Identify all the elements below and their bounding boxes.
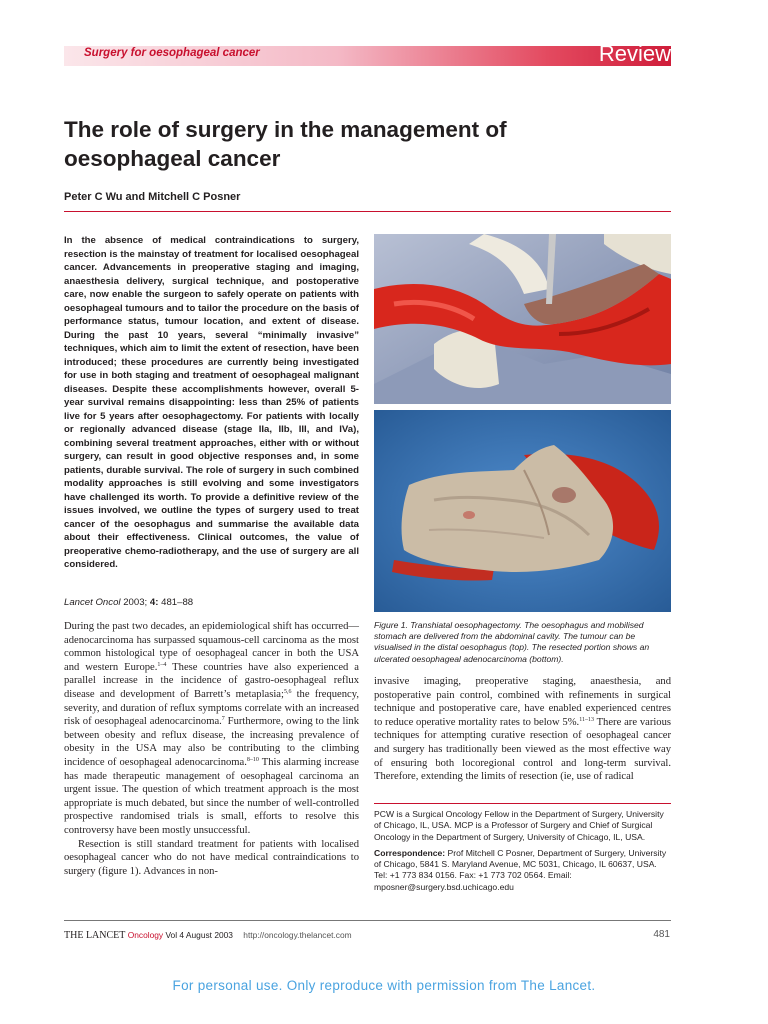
title-divider: [64, 211, 671, 212]
reference-marker: 7: [221, 716, 225, 723]
citation-volume: 4:: [149, 597, 159, 608]
permission-notice: For personal use. Only reproduce with permission from The Lancet.: [172, 978, 596, 993]
affiliation-text: PCW is a Surgical Oncology Fellow in the Department of Surgery, University of Chicago, IL, USA. MCP is a Professor of Surgery and Chief of Surgical Oncology in the Department of Surgery, University of Chicago, IL, USA.: [374, 809, 664, 842]
footer-url[interactable]: http://oncology.thelancet.com: [243, 930, 352, 940]
article-type-label: Review: [598, 41, 671, 66]
body-left-column: [64, 620, 359, 878]
body-text: the frequency, severity, and duration of reflux symptoms correlate with an increased risk of oesophageal adenocarcinoma.: [64, 688, 359, 728]
citation-year: 2003;: [123, 597, 148, 608]
page-number: 481: [653, 929, 670, 940]
correspondence-label: Correspondence:: [374, 847, 446, 858]
authors: Peter C Wu and Mitchell C Posner: [64, 191, 241, 203]
footer-journal-info: [64, 930, 352, 941]
reference-marker: 11–13: [579, 716, 594, 723]
section-title: Surgery for oesophageal cancer: [84, 47, 260, 59]
body-right-column: [374, 675, 671, 784]
article-title: The role of surgery in the management of oesophageal cancer: [64, 117, 507, 171]
citation-pages: 481–88: [161, 597, 194, 608]
footer-divider: [64, 920, 671, 921]
abstract: In the absence of medical contraindications to surgery, resection is the mainstay of treatment for localised oesophageal cancer. Advancements in preoperative staging and imaging, anaesthesia delivery, surgical technique, and postoperative care, now enable the surgeon to safely operate on patients with oesophageal tumours and to tailor the procedure on the basis of performance status, tumour location, and extent of disease. During the past 10 years, several “minimally invasive” techniques, which aim to limit the extent of resection, have been introduced; these procedures are currently being investigated for use in both staging and treatment of oesophageal malignant diseases. Despite these accomplishments however, overall 5-year survival remains disappointing: less than 25% of patients live for 5 years after oesophagectomy. For patients with locally or regionally advanced disease (stage IIa, IIb, III, and IVa), combining several treatment approaches, either with or without surgery, can result in good objective responses and, in some patients, durable survival. The role of surgery in such combined modality approaches is still evolving and some investigators have challenged its worth. To provide a definitive review of the issues involved, we outline the types of surgery used to treat cancer of the oesophagus and summarise the available data about their effectiveness. Clinical outcomes, the value of preoperative chemo-radiotherapy, and the use of surgery are all considered.: [64, 235, 359, 570]
reference-marker: 1–4: [157, 661, 167, 668]
correspondence-text: Prof Mitchell C Posner, Department of Surgery, University of Chicago, 5841 S. Maryland Avenue, MC 5031, Chicago, IL 60637, USA. Tel: +1 773 834 0156. Fax: +1 773 702 0564. Email: mposner@surgery.bsd.uchicago.edu: [374, 847, 667, 892]
body-text: invasive imaging, preoperative staging, anaesthesia, and postoperative pain control, combined with refinements in surgical technique and postoperative care, have enabled experienced centres to reduce operative mortality rates to below 5%.: [374, 676, 671, 728]
citation-journal: Lancet Oncol: [64, 597, 121, 608]
surgery-photo-top-graphic: [374, 234, 671, 404]
affiliation-box: [374, 809, 671, 898]
body-text: This alarming increase has made therapeutic management of oesophageal carcinoma an urgent issue. The question of which treatment approach is the most appropriate is much debated, but since the number of well-controlled prospective randomised trials is small, efforts to resolve this controversy have been mostly unsuccessful.: [64, 756, 359, 836]
body-paragraph-1: [64, 620, 359, 838]
reference-marker: 8–10: [246, 756, 259, 763]
affiliation-divider: [374, 803, 671, 804]
footer-journal-name: THE LANCET: [64, 930, 126, 941]
body-text: There are various techniques for attempting curative resection of oesophageal cancer and surgery has traditionally been viewed as the most effective way of ensuring both locoregional control and long-term survival. Therefore, extending the limits of resection (ie, use of radical: [374, 716, 672, 783]
body-text: Furthermore, owing to the link between obesity and reflux disease, the increasing prevalence of obesity in the USA may also be contributing to the climbing incidence of oesophageal adenocarcinoma.: [64, 716, 359, 768]
surgery-photo-top: [374, 234, 671, 404]
body-text: During the past two decades, an epidemiological shift has occurred—adenocarcinoma has surpassed squamous-cell carcinoma as the most common histological type of oesophageal cancer in both the USA and western Europe.: [64, 621, 359, 673]
footer-issue: Vol 4 August 2003: [165, 930, 233, 940]
reference-marker: 5,6: [283, 688, 292, 695]
specimen-photo-bottom-graphic: [374, 410, 671, 612]
specimen-photo-bottom: [374, 410, 671, 612]
citation: [64, 597, 193, 608]
body-paragraph-2: Resection is still standard treatment for patients with localised oesophageal cancer who do not have medical contraindications to surgery (figure 1). Advances in non-: [64, 838, 359, 877]
correspondence: [374, 848, 671, 893]
body-text: These countries have also experienced a parallel increase in the incidence of gastro-oesophageal reflux disease and development of Barrett’s metaplasia;: [64, 661, 360, 700]
footer-section: Oncology: [127, 930, 164, 940]
figure-caption: Figure 1. Transhiatal oesophagectomy. The oesophagus and mobilised stomach are delivered from the abdominal cavity. The tumour can be visualised in the distal oesophagus (top). The resected portion shows an ulcerated oesophageal adenocarcinoma (bottom).: [374, 620, 650, 664]
